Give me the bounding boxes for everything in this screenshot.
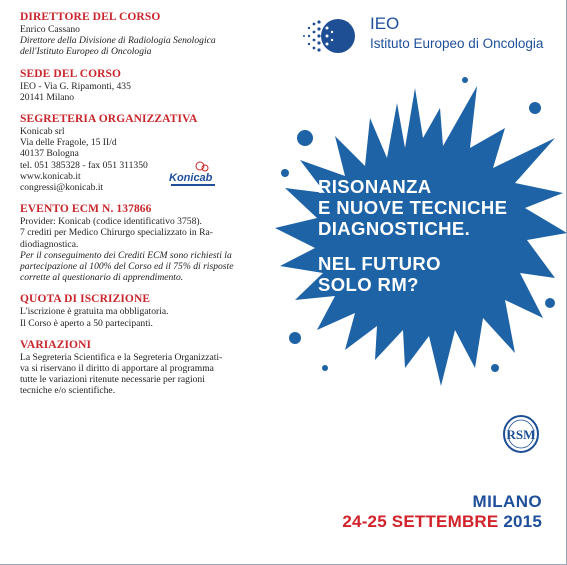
ieo-logo (300, 16, 550, 60)
konicab-logo (167, 160, 219, 190)
section-quota (20, 292, 272, 328)
section-evento (20, 202, 272, 283)
event-city: MILANO (472, 492, 542, 511)
variations-line: La Segreteria Scientifica e la Segreteria Organizzati- (20, 351, 223, 363)
director-institute: dell'Istituto Europeo di Oncologia (20, 46, 152, 58)
variations-line: tutte le variazioni ritenute necessarie per ragioni (20, 374, 205, 386)
address-line: Via delle Fragole, 15 II/d (20, 137, 117, 149)
fee-line: L'iscrizione è gratuita ma obbligatoria. (20, 306, 169, 318)
section-direttore (20, 10, 272, 58)
website-link[interactable]: www.konicab.it (20, 170, 81, 182)
variations-line: tecniche e/o scientifiche. (20, 385, 116, 397)
event-year: 2015 (503, 512, 542, 531)
director-name: Enrico Cassano (20, 24, 80, 35)
phone-fax: tel. 051 385328 - fax 051 311350 (20, 159, 148, 171)
section-title: VARIAZIONI (20, 338, 92, 351)
course-title (318, 176, 507, 295)
address-line: 20141 Milano (20, 91, 75, 103)
ecm-note: partecipazione al 100% del Corso ed il 75% di risposte (20, 261, 234, 273)
event-dates (342, 512, 542, 532)
credits-line: diodiagnostica. (20, 238, 79, 250)
title-line: E NUOVE TECNICHE (318, 197, 508, 218)
title-line: RISONANZA (318, 176, 432, 197)
ieo-abbr: IEO (370, 14, 400, 33)
credits-line: 7 crediti per Medico Chirurgo specializzato in Ra- (20, 227, 213, 239)
address-line: 40137 Bologna (20, 148, 79, 160)
section-title: DIRETTORE DEL CORSO (20, 11, 161, 23)
ieo-globe-icon (300, 16, 360, 60)
ieo-full-name: Istituto Europeo di Oncologia (370, 36, 544, 51)
section-title: SEGRETERIA ORGANIZZATIVA (20, 113, 198, 126)
section-title: QUOTA DI ISCRIZIONE (20, 293, 151, 306)
rsm-logo-text: RSM (506, 427, 536, 442)
ecm-note: Per il conseguimento dei Crediti ECM sono richiesti la (20, 249, 232, 261)
title-line: DIAGNOSTICHE. (318, 218, 471, 239)
info-column (20, 10, 272, 406)
event-days: 24-25 SETTEMBRE (342, 512, 499, 531)
email-link[interactable]: congressi@konicab.it (20, 182, 104, 194)
section-variazioni (20, 338, 272, 397)
director-role: Direttore della Divisione di Radiologia Senologica (20, 35, 216, 47)
variations-line: va si riservano il diritto di apportare al programma (20, 363, 214, 375)
title-line: NEL FUTURO (318, 253, 441, 274)
provider-line: Provider: Konicab (codice identificativo 3758). (20, 216, 202, 228)
section-title: EVENTO ECM N. 137866 (20, 203, 152, 216)
ecm-note: corrette al questionario di apprendimento. (20, 272, 184, 284)
rsm-logo (502, 414, 540, 454)
company-name: Konicab srl (20, 126, 65, 138)
section-segreteria (20, 112, 272, 193)
section-title: SEDE DEL CORSO (20, 67, 122, 80)
address-line: IEO - Via G. Ripamonti, 435 (20, 80, 131, 92)
fee-line: Il Corso è aperto a 50 partecipanti. (20, 317, 153, 329)
title-line: SOLO RM? (318, 274, 419, 295)
konicab-logo-text: Konicab (169, 172, 213, 184)
section-sede (20, 67, 272, 103)
